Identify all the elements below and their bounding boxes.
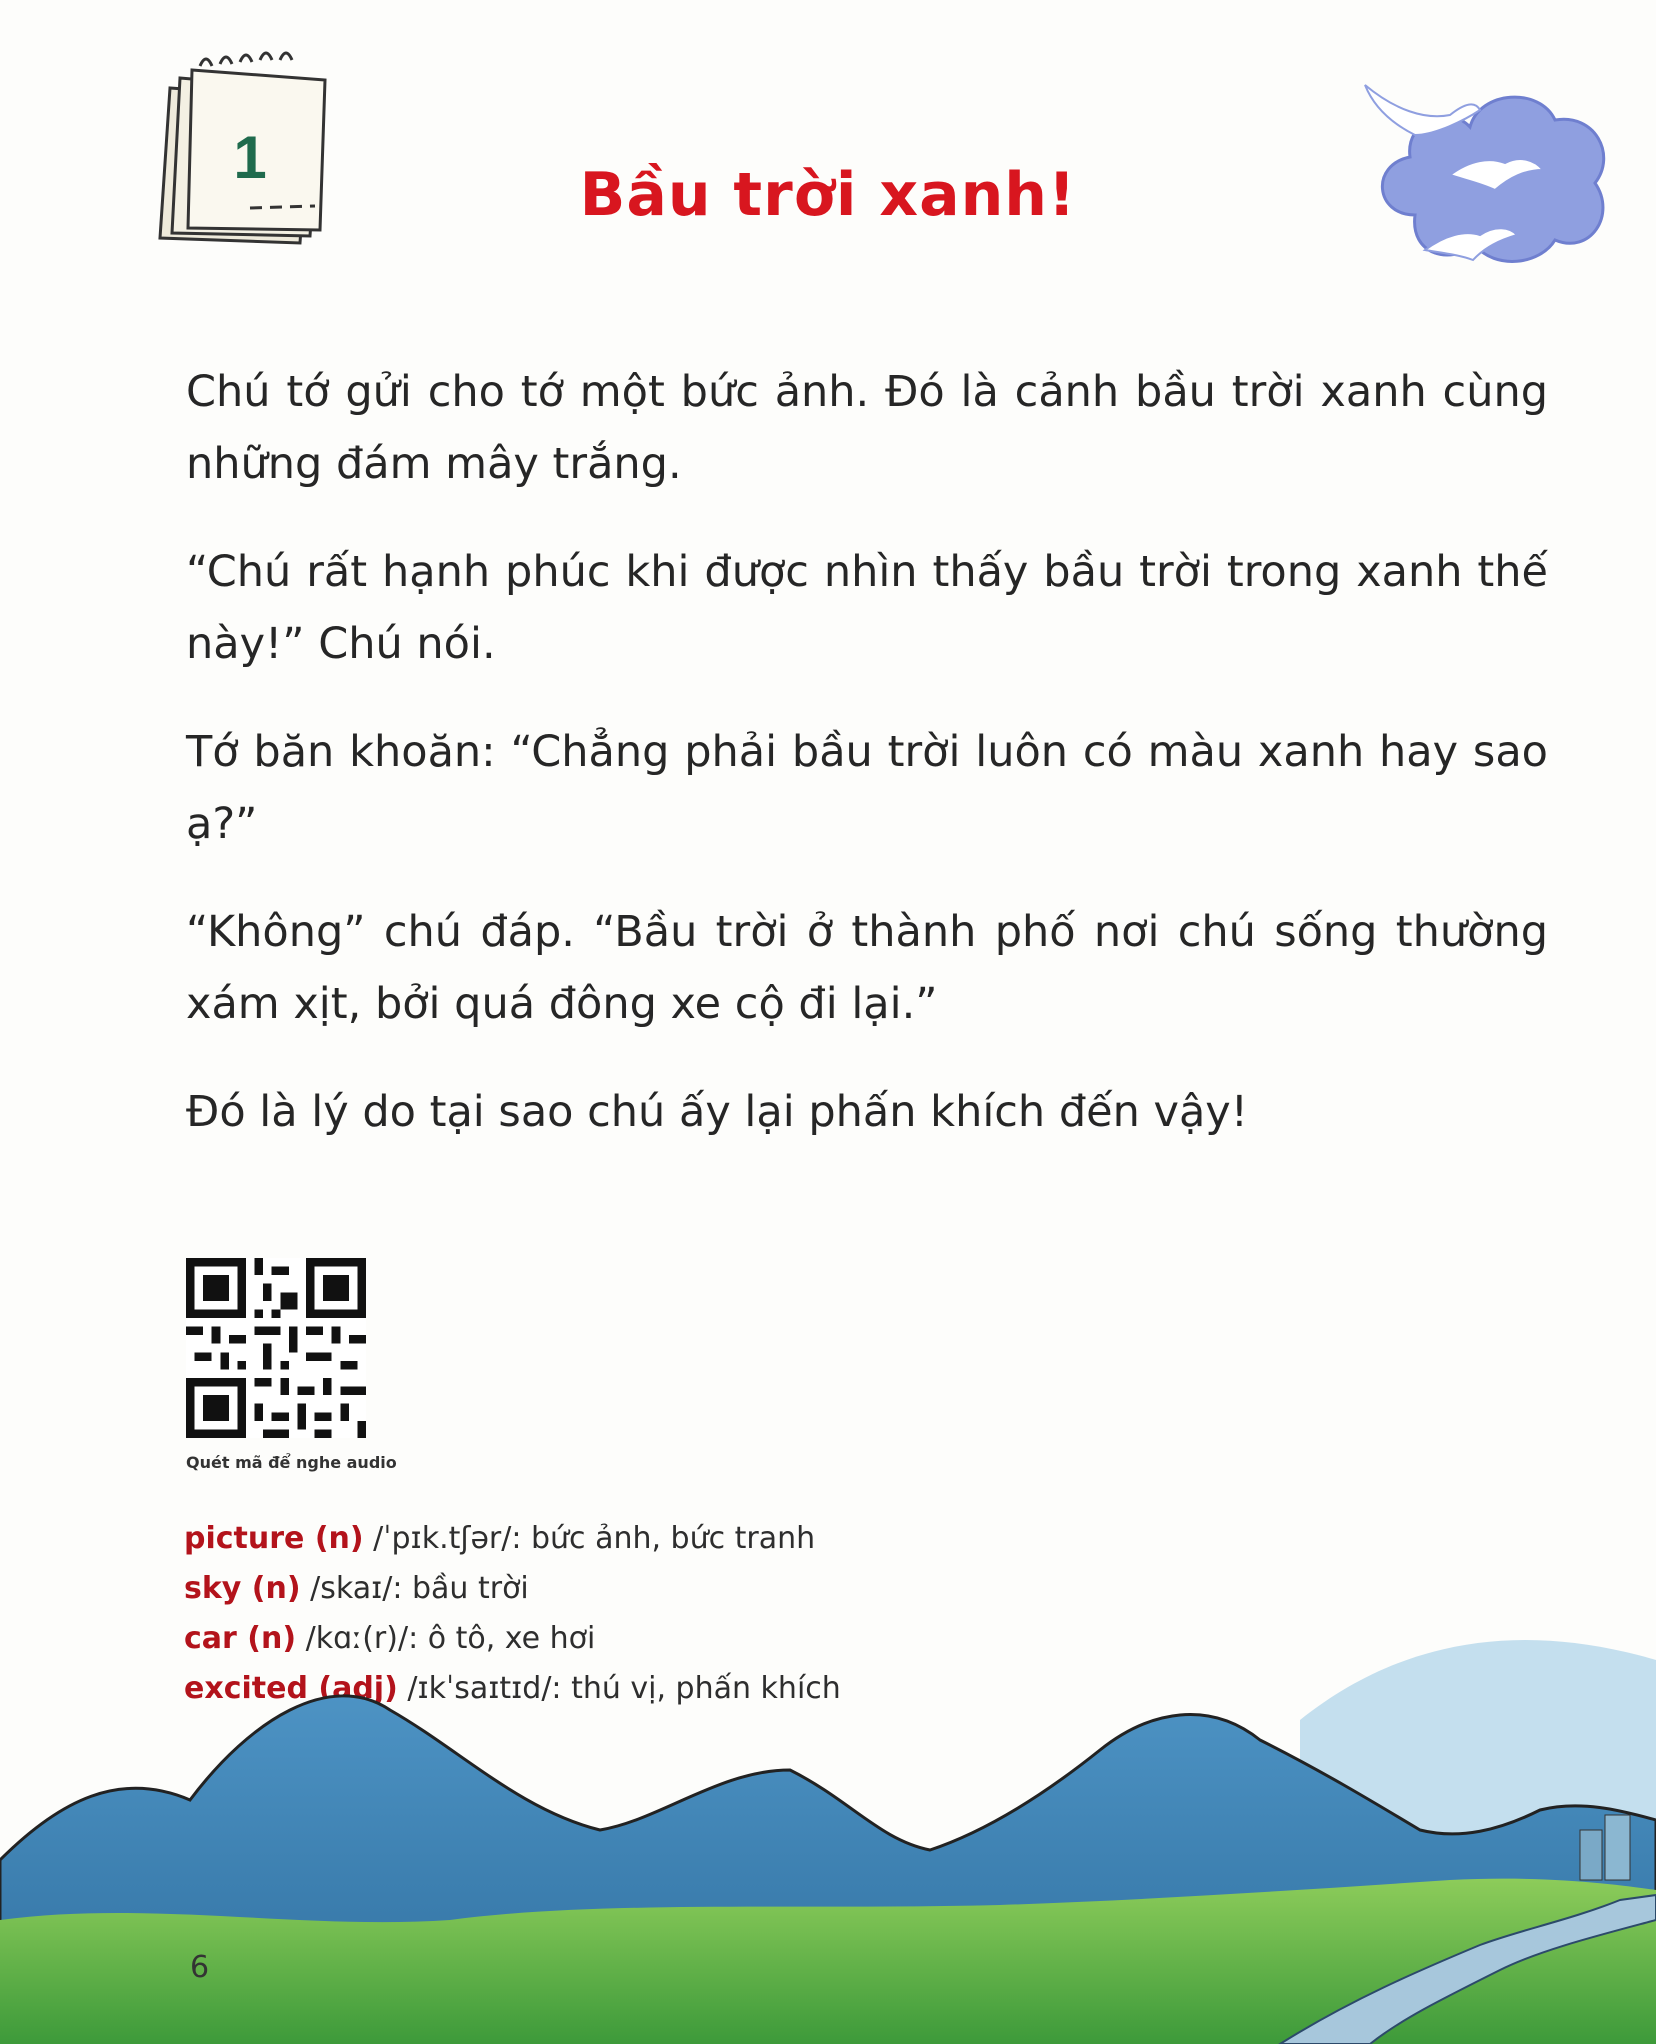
cloud-with-birds-illustration [1355,65,1620,280]
vocabulary-definition: /ɪkˈsaɪtɪd/: thú vị, phấn khích [397,1671,841,1706]
vocabulary-word: excited (adj) [184,1671,398,1706]
vocabulary-definition: /skaɪ/: bầu trời [300,1571,529,1606]
vocabulary-definition: /ˈpɪk.tʃər/: bức ảnh, bức tranh [363,1521,816,1556]
story-text [186,356,1548,1184]
qr-caption: Quét mã để nghe audio [186,1453,397,1472]
story-paragraph: “Không” chú đáp. “Bầu trời ở thành phố nơi chú sống thường xám xịt, bởi quá đông xe cộ đi lại.” [186,907,1548,1029]
vocabulary-item [184,1514,841,1564]
vocabulary-word: sky (n) [184,1571,301,1606]
vocabulary-word: picture (n) [184,1521,364,1556]
vocabulary-word: car (n) [184,1621,297,1656]
story-paragraph: Chú tớ gửi cho tớ một bức ảnh. Đó là cảnh bầu trời xanh cùng những đám mây trắng. [186,367,1548,489]
story-paragraph: Tớ băn khoăn: “Chẳng phải bầu trời luôn có màu xanh hay sao ạ?” [186,727,1548,849]
story-paragraph: “Chú rất hạnh phúc khi được nhìn thấy bầu trời trong xanh thế này!” Chú nói. [186,547,1548,669]
vocabulary-definition: /kɑː(r)/: ô tô, xe hơi [296,1621,596,1656]
story-paragraph: Đó là lý do tại sao chú ấy lại phấn khích đến vậy! [186,1087,1248,1137]
lesson-number: 1 [233,124,267,191]
page-title: Bầu trời xanh! [579,160,1077,230]
page-number: 6 [190,1950,210,1985]
landscape-illustration [0,1600,1656,2044]
qr-code[interactable] [186,1258,366,1438]
